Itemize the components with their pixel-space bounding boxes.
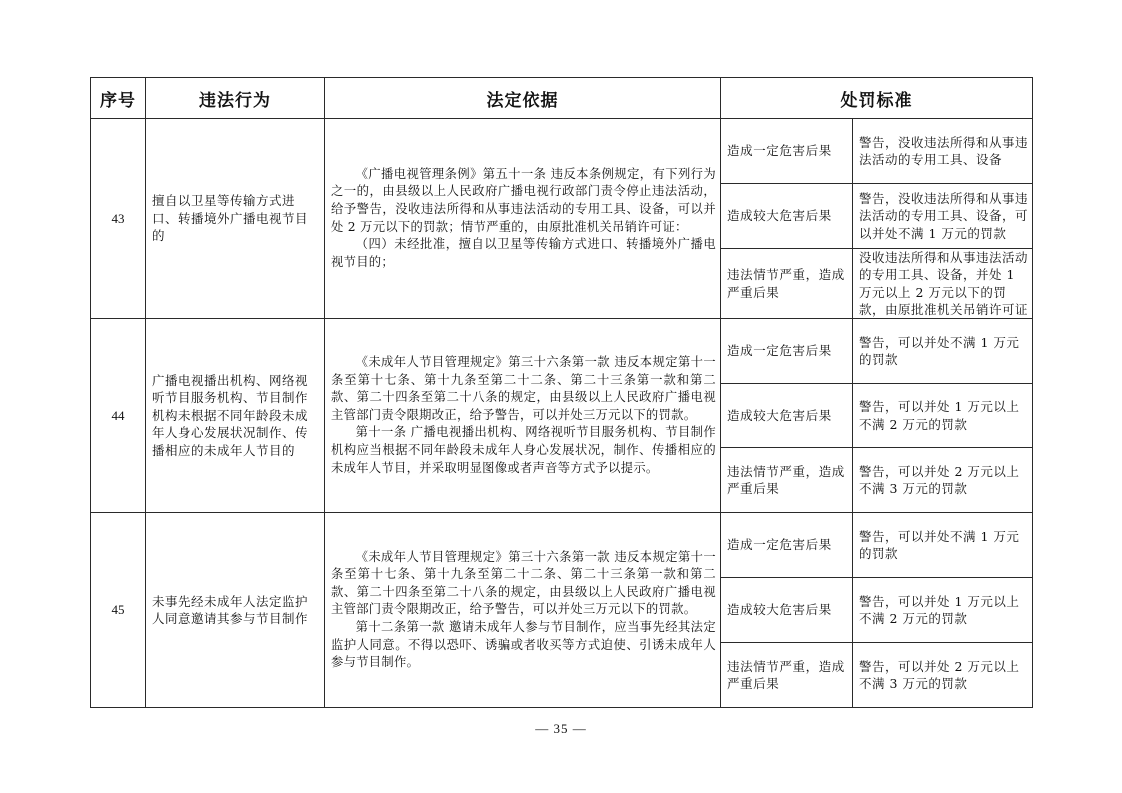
penalty-cell: 警告，可以并处 1 万元以上不满 2 万元的罚款 [853,384,1033,448]
header-penalty-standard: 处罚标准 [721,78,1033,119]
row-number-cell: 45 [91,513,146,708]
penalty-cell: 警告，没收违法所得和从事违法活动的专用工具、设备 [853,119,1033,184]
violation-cell: 未事先经未成年人法定监护人同意邀请其参与节目制作 [146,513,325,708]
header-row [91,78,1033,119]
penalty-cell: 警告，可以并处 1 万元以上不满 2 万元的罚款 [853,578,1033,643]
circumstance-cell: 违法情节严重，造成严重后果 [721,643,853,708]
circumstance-cell: 造成一定危害后果 [721,119,853,184]
legal-basis-cell [325,319,721,513]
penalty-cell: 警告，可以并处 2 万元以上不满 3 万元的罚款 [853,448,1033,513]
circumstance-cell: 造成较大危害后果 [721,578,853,643]
penalty-cell: 警告，可以并处不满 1 万元的罚款 [853,513,1033,578]
legal-basis-paragraph: 第十一条 广播电视播出机构、网络视听节目服务机构、节目制作机构应当根据不同年龄段未成年人身心发展状况，制作、传播相应的未成年人节目，并采取明显图像或者声音等方式予以提示。 [331,425,716,475]
legal-basis-cell [325,513,721,708]
table-row [91,513,1033,578]
legal-basis-paragraph: 《未成年人节目管理规定》第三十六条第一款 违反本规定第十一条至第十七条、第十九条至第二十二条、第二十三条第一款和第二款、第二十四条至第二十八条的规定，由县级以上人民政府广播电视主管部门责令限期改正，给予警告，可以并处三万元以下的罚款。 [331,549,716,617]
penalty-cell: 没收违法所得和从事违法活动的专用工具、设备，并处 1 万元以上 2 万元以下的罚款，由原批准机关吊销许可证 [853,249,1033,319]
row-number-cell: 44 [91,319,146,513]
row-number-cell: 43 [91,119,146,319]
page-number: — 35 — [535,721,587,736]
circumstance-cell: 造成较大危害后果 [721,184,853,249]
circumstance-cell: 造成一定危害后果 [721,319,853,384]
header-violation: 违法行为 [146,78,325,119]
header-legal-basis: 法定依据 [325,78,721,119]
legal-basis-paragraph: 《广播电视管理条例》第五十一条 违反本条例规定，有下列行为之一的，由县级以上人民政府广播电视行政部门责令停止违法活动，给予警告，没收违法所得和从事违法活动的专用工具、设备，可以并处 2 万元以下的罚款；情节严重的，由原批准机关吊销许可证： [331,166,716,234]
header-number: 序号 [91,78,146,119]
penalty-cell: 警告，可以并处不满 1 万元的罚款 [853,319,1033,384]
circumstance-cell: 造成一定危害后果 [721,513,853,578]
legal-basis-paragraph: （四）未经批准，擅自以卫星等传输方式进口、转播境外广播电视节目的； [331,237,716,269]
circumstance-cell: 违法情节严重，造成严重后果 [721,448,853,513]
violation-cell: 擅自以卫星等传输方式进口、转播境外广播电视节目的 [146,119,325,319]
legal-basis-cell [325,119,721,319]
legal-basis-paragraph: 第十二条第一款 邀请未成年人参与节目制作，应当事先经其法定监护人同意。不得以恐吓、诱骗或者收买等方式迫使、引诱未成年人参与节目制作。 [331,619,716,670]
violation-cell: 广播电视播出机构、网络视听节目服务机构、节目制作机构未根据不同年龄段未成年人身心发展状况制作、传播相应的未成年人节目的 [146,319,325,513]
circumstance-cell: 违法情节严重，造成严重后果 [721,249,853,319]
penalty-table [90,77,1033,708]
circumstance-cell: 造成较大危害后果 [721,384,853,448]
legal-basis-paragraph: 《未成年人节目管理规定》第三十六条第一款 违反本规定第十一条至第十七条、第十九条至第二十二条、第二十三条第一款和第二款、第二十四条至第二十八条的规定，由县级以上人民政府广播电视主管部门责令限期改正，给予警告，可以并处三万元以下的罚款。 [331,355,716,422]
table-row [91,319,1033,384]
penalty-cell: 警告，可以并处 2 万元以上不满 3 万元的罚款 [853,643,1033,708]
table-row [91,119,1033,184]
penalty-cell: 警告，没收违法所得和从事违法活动的专用工具、设备，可以并处不满 1 万元的罚款 [853,184,1033,249]
